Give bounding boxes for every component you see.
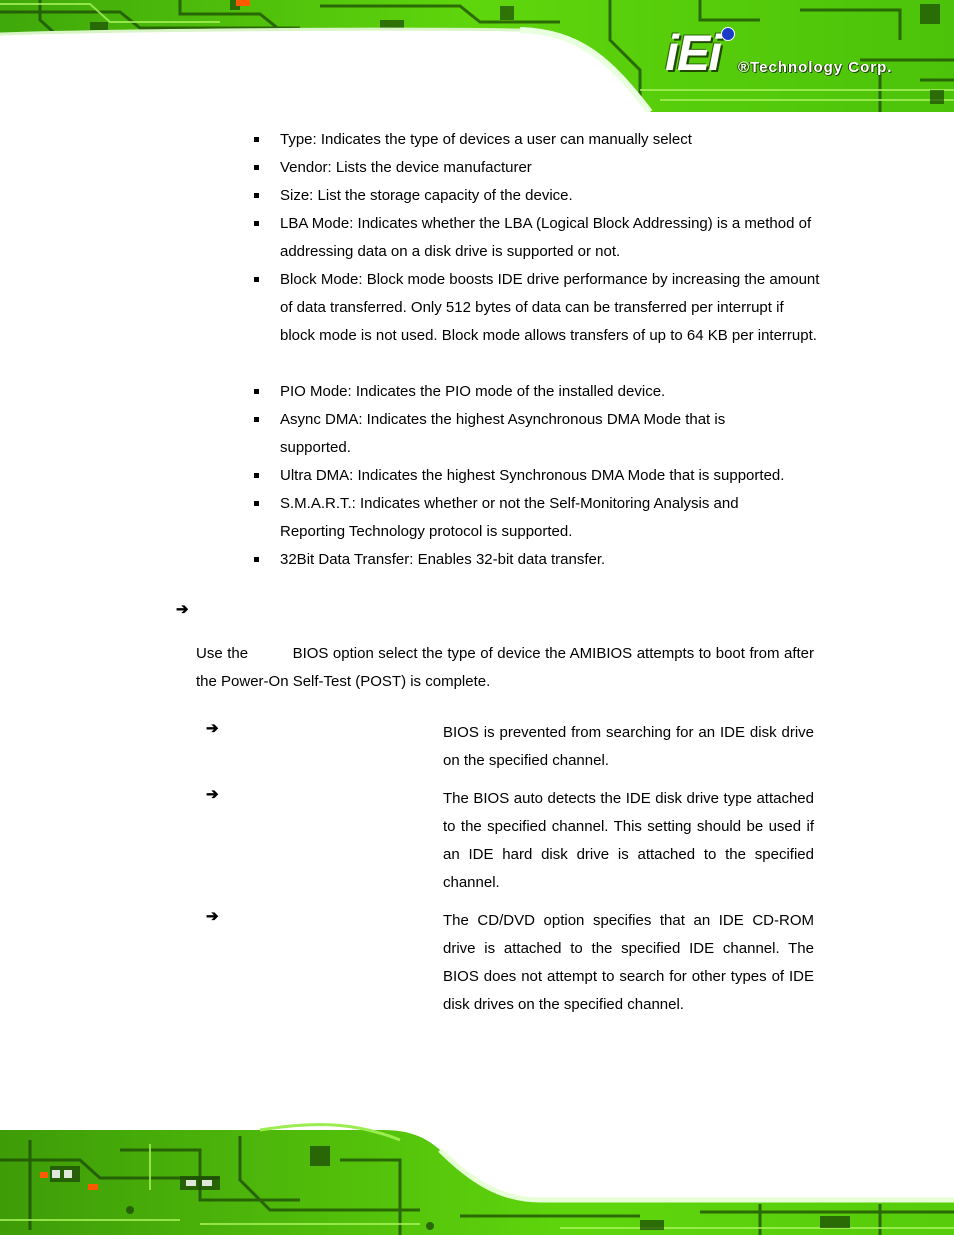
list-item (280, 406, 750, 462)
square-bullet-icon (254, 137, 259, 142)
intro-text-start: Use the (196, 645, 249, 662)
list-item (280, 462, 820, 490)
list-item (280, 546, 820, 574)
list-item-text: Async DMA: Indicates the highest Asynchronous DMA Mode that is supported. (280, 411, 726, 456)
option-description: The CD/DVD option specifies that an IDE CD-ROM drive is attached to the specified IDE channel. The BIOS does not attempt to search for other types of IDE disk drives on the specified channel. (443, 912, 814, 1013)
list-item (280, 210, 820, 266)
option-description: BIOS is prevented from searching for an IDE disk drive on the specified channel. (443, 724, 814, 769)
company-logo (665, 26, 925, 86)
option-arrow-icon: ➔ (206, 720, 219, 737)
list-item-text: Ultra DMA: Indicates the highest Synchronous DMA Mode that is supported. (280, 467, 785, 484)
header-banner (0, 0, 954, 112)
list-item-text: Size: List the storage capacity of the device. (280, 187, 573, 204)
logo-text: ®Technology Corp. (738, 59, 893, 76)
section-intro-paragraph (196, 640, 814, 696)
list-item-text: S.M.A.R.T.: Indicates whether or not the Self-Monitoring Analysis and Reporting Technology protocol is supported. (280, 495, 739, 540)
square-bullet-icon (254, 417, 259, 422)
footer-banner (0, 1120, 954, 1235)
list-item (280, 126, 820, 154)
circuit-board-footer-graphic (0, 1120, 954, 1235)
list-item-text: Block Mode: Block mode boosts IDE drive performance by increasing the amount of data transferred. Only 512 bytes of data can be transferred per interrupt if block mode is not used. Block mode allows transfers of up to 64 KB per interrupt. (280, 271, 820, 344)
square-bullet-icon (254, 501, 259, 506)
logo-mark: iEi (665, 25, 721, 81)
list-item (280, 154, 820, 182)
list-item (280, 378, 820, 406)
list-item-text: 32Bit Data Transfer: Enables 32-bit data transfer. (280, 551, 606, 568)
square-bullet-icon (254, 193, 259, 198)
list-item (280, 182, 820, 210)
option-arrow-icon: ➔ (206, 908, 219, 925)
list-item-text: Type: Indicates the type of devices a user can manually select (280, 131, 692, 148)
square-bullet-icon (254, 389, 259, 394)
square-bullet-icon (254, 165, 259, 170)
logo-dot-icon (721, 27, 735, 41)
square-bullet-icon (254, 473, 259, 478)
square-bullet-icon (254, 221, 259, 226)
list-item-text: PIO Mode: Indicates the PIO mode of the installed device. (280, 383, 666, 400)
intro-text-rest: BIOS option select the type of device the AMIBIOS attempts to boot from after the Power-On Self-Test (POST) is complete. (196, 645, 814, 690)
list-item-text: LBA Mode: Indicates whether the LBA (Logical Block Addressing) is a method of addressing data on a disk drive is supported or not. (280, 215, 812, 260)
option-description: The BIOS auto detects the IDE disk drive type attached to the specified channel. This setting should be used if an IDE hard disk drive is attached to the specified channel. (443, 790, 814, 891)
list-item-text: Vendor: Lists the device manufacturer (280, 159, 532, 176)
list-item (280, 490, 760, 546)
square-bullet-icon (254, 277, 259, 282)
square-bullet-icon (254, 557, 259, 562)
section-arrow-icon: ➔ (176, 601, 189, 618)
list-item (280, 266, 820, 350)
option-arrow-icon: ➔ (206, 786, 219, 803)
